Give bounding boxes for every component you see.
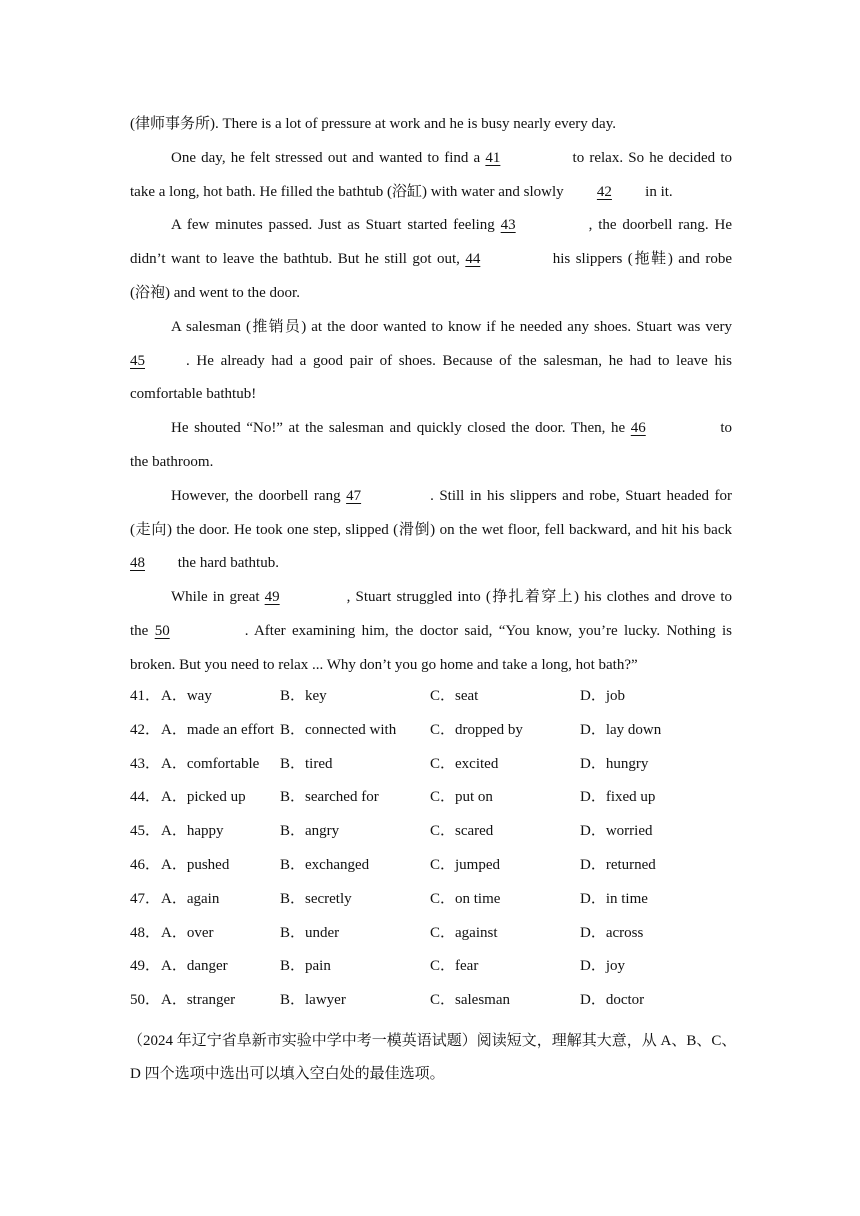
passage-line: [130, 581, 732, 615]
option-row: [130, 781, 750, 815]
text-run: . He already had a good pair of shoes. Because of the salesman, he had to leave his: [186, 352, 732, 369]
blank-42: 42: [596, 183, 612, 200]
text-run: (浴袍) and went to the door.: [130, 284, 300, 301]
option-b: B．searched for: [280, 789, 379, 806]
option-row: [130, 917, 750, 951]
passage-line: [130, 243, 732, 277]
passage-line: [130, 446, 732, 480]
question-number: 50．: [130, 992, 161, 1009]
option-a: A．again: [161, 890, 220, 907]
options-list: [130, 680, 750, 1018]
blank-43: 43: [500, 217, 516, 234]
option-b: B．angry: [280, 823, 340, 840]
option-c: C．on time: [430, 890, 501, 907]
blank-46: 46: [630, 420, 646, 437]
question-number: 43．: [130, 755, 161, 772]
option-c: C．scared: [430, 823, 494, 840]
passage-line: [130, 514, 732, 548]
question-number: 46．: [130, 856, 161, 873]
passage-line: [130, 108, 732, 142]
option-row: [130, 984, 750, 1018]
text-run: the hard bathtub.: [177, 555, 279, 572]
text-run: his slippers (拖鞋) and robe: [552, 251, 733, 268]
option-d: D．hungry: [580, 755, 649, 772]
text-run: the bathroom.: [130, 453, 214, 470]
text-run: . Still in his slippers and robe, Stuart headed for: [430, 487, 733, 504]
text-run: (律师事务所). There is a lot of pressure at work and he is busy nearly every day.: [130, 116, 616, 132]
option-c: C．dropped by: [430, 721, 523, 738]
option-b: B．secretly: [280, 890, 352, 907]
text-run: (走向) the door. He took one step, slipped (滑倒) on the wet floor, fell backward, and hit his back: [130, 521, 732, 538]
blank-41: 41: [485, 149, 501, 166]
text-run: to relax. So he decided to: [572, 149, 732, 166]
passage-line: [130, 277, 732, 311]
option-a: A．pushed: [161, 856, 230, 873]
blank-45: 45: [130, 352, 145, 369]
option-d: D．returned: [580, 856, 656, 873]
option-b: B．exchanged: [280, 856, 370, 873]
text-run: , Stuart struggled into (挣扎着穿上) his clothes and drove to: [346, 589, 733, 606]
option-c: C．jumped: [430, 856, 500, 873]
instruction-line: （2024 年辽宁省阜新市实验中学中考一模英语试题）阅读短文，理解其大意，从 A、B、C、: [128, 1033, 737, 1049]
option-c: C．seat: [430, 688, 479, 704]
option-a: A．way: [161, 688, 212, 704]
option-row: [130, 883, 750, 917]
text-run: While in great: [171, 589, 260, 606]
option-a: A．over: [161, 924, 214, 941]
option-d: D．lay down: [580, 721, 662, 738]
option-d: D．worried: [580, 823, 653, 840]
passage-line: [130, 345, 732, 379]
option-a: A．picked up: [161, 789, 246, 806]
option-row: [130, 680, 750, 714]
passage-line: [130, 209, 732, 243]
option-b: B．tired: [280, 755, 333, 772]
option-c: C．excited: [430, 755, 499, 772]
passage-line: [130, 176, 732, 210]
question-number: 44．: [130, 789, 161, 806]
passage-line: [130, 378, 732, 412]
option-d: D．joy: [580, 958, 626, 975]
text-run: the: [130, 622, 149, 639]
option-b: B．key: [280, 688, 327, 704]
text-run: didn’t want to leave the bathtub. But he still got out,: [130, 251, 460, 268]
question-number: 45．: [130, 823, 161, 840]
option-b: B．under: [280, 924, 340, 941]
option-d: D．job: [580, 688, 626, 704]
option-d: D．doctor: [580, 992, 645, 1009]
blank-50: 50: [154, 622, 170, 639]
option-b: B．connected with: [280, 721, 397, 738]
question-number: 47．: [130, 890, 161, 907]
question-number: 48．: [130, 924, 161, 941]
option-row: [130, 849, 750, 883]
passage-line: [130, 412, 732, 446]
next-section-instructions: [128, 1025, 737, 1091]
question-number: 42．: [130, 721, 161, 738]
text-run: broken. But you need to relax ... Why don’t you go home and take a long, hot bath?”: [130, 656, 638, 673]
option-d: D．in time: [580, 890, 648, 907]
option-b: B．lawyer: [280, 992, 346, 1009]
passage-line: [130, 142, 732, 176]
option-row: [130, 950, 750, 984]
question-number: 49．: [130, 958, 161, 975]
text-run: in it.: [645, 183, 673, 200]
option-row: [130, 714, 750, 748]
option-a: A．stranger: [161, 992, 236, 1009]
option-a: A．made an effort: [161, 721, 275, 738]
option-d: D．fixed up: [580, 789, 656, 806]
option-a: A．danger: [161, 958, 228, 975]
blank-48: 48: [130, 555, 145, 572]
question-number: 41．: [130, 688, 161, 704]
passage-line: [130, 311, 732, 345]
option-a: A．happy: [161, 823, 224, 840]
option-c: C．fear: [430, 958, 479, 975]
passage-line: [130, 547, 732, 581]
instruction-line: D 四个选项中选出可以填入空白处的最佳选项。: [130, 1066, 445, 1082]
blank-47: 47: [346, 487, 362, 504]
option-row: [130, 748, 750, 782]
text-run: However, the doorbell rang: [171, 487, 341, 504]
blank-49: 49: [264, 589, 280, 606]
option-c: C．put on: [430, 789, 493, 806]
option-row: [130, 815, 750, 849]
passage: [130, 108, 732, 683]
option-d: D．across: [580, 924, 644, 941]
text-run: take a long, hot bath. He filled the bathtub (浴缸) with water and slowly: [130, 183, 564, 200]
text-run: to: [720, 420, 733, 437]
option-c: C．salesman: [430, 992, 510, 1009]
text-run: A salesman (推销员) at the door wanted to know if he needed any shoes. Stuart was very: [171, 318, 732, 335]
passage-line: [130, 480, 732, 514]
passage-line: [130, 615, 732, 649]
blank-44: 44: [465, 251, 481, 268]
passage-line: [130, 649, 732, 683]
text-run: , the doorbell rang. He: [588, 217, 732, 234]
text-run: A few minutes passed. Just as Stuart started feeling: [171, 217, 495, 234]
option-a: A．comfortable: [161, 755, 260, 772]
text-run: . After examining him, the doctor said, “You know, you’re lucky. Nothing is: [244, 622, 732, 639]
text-run: One day, he felt stressed out and wanted to find a: [171, 149, 481, 166]
text-run: He shouted “No!” at the salesman and quickly closed the door. Then, he: [171, 420, 626, 437]
option-b: B．pain: [280, 958, 331, 975]
text-run: comfortable bathtub!: [130, 386, 257, 403]
option-c: C．against: [430, 924, 498, 941]
